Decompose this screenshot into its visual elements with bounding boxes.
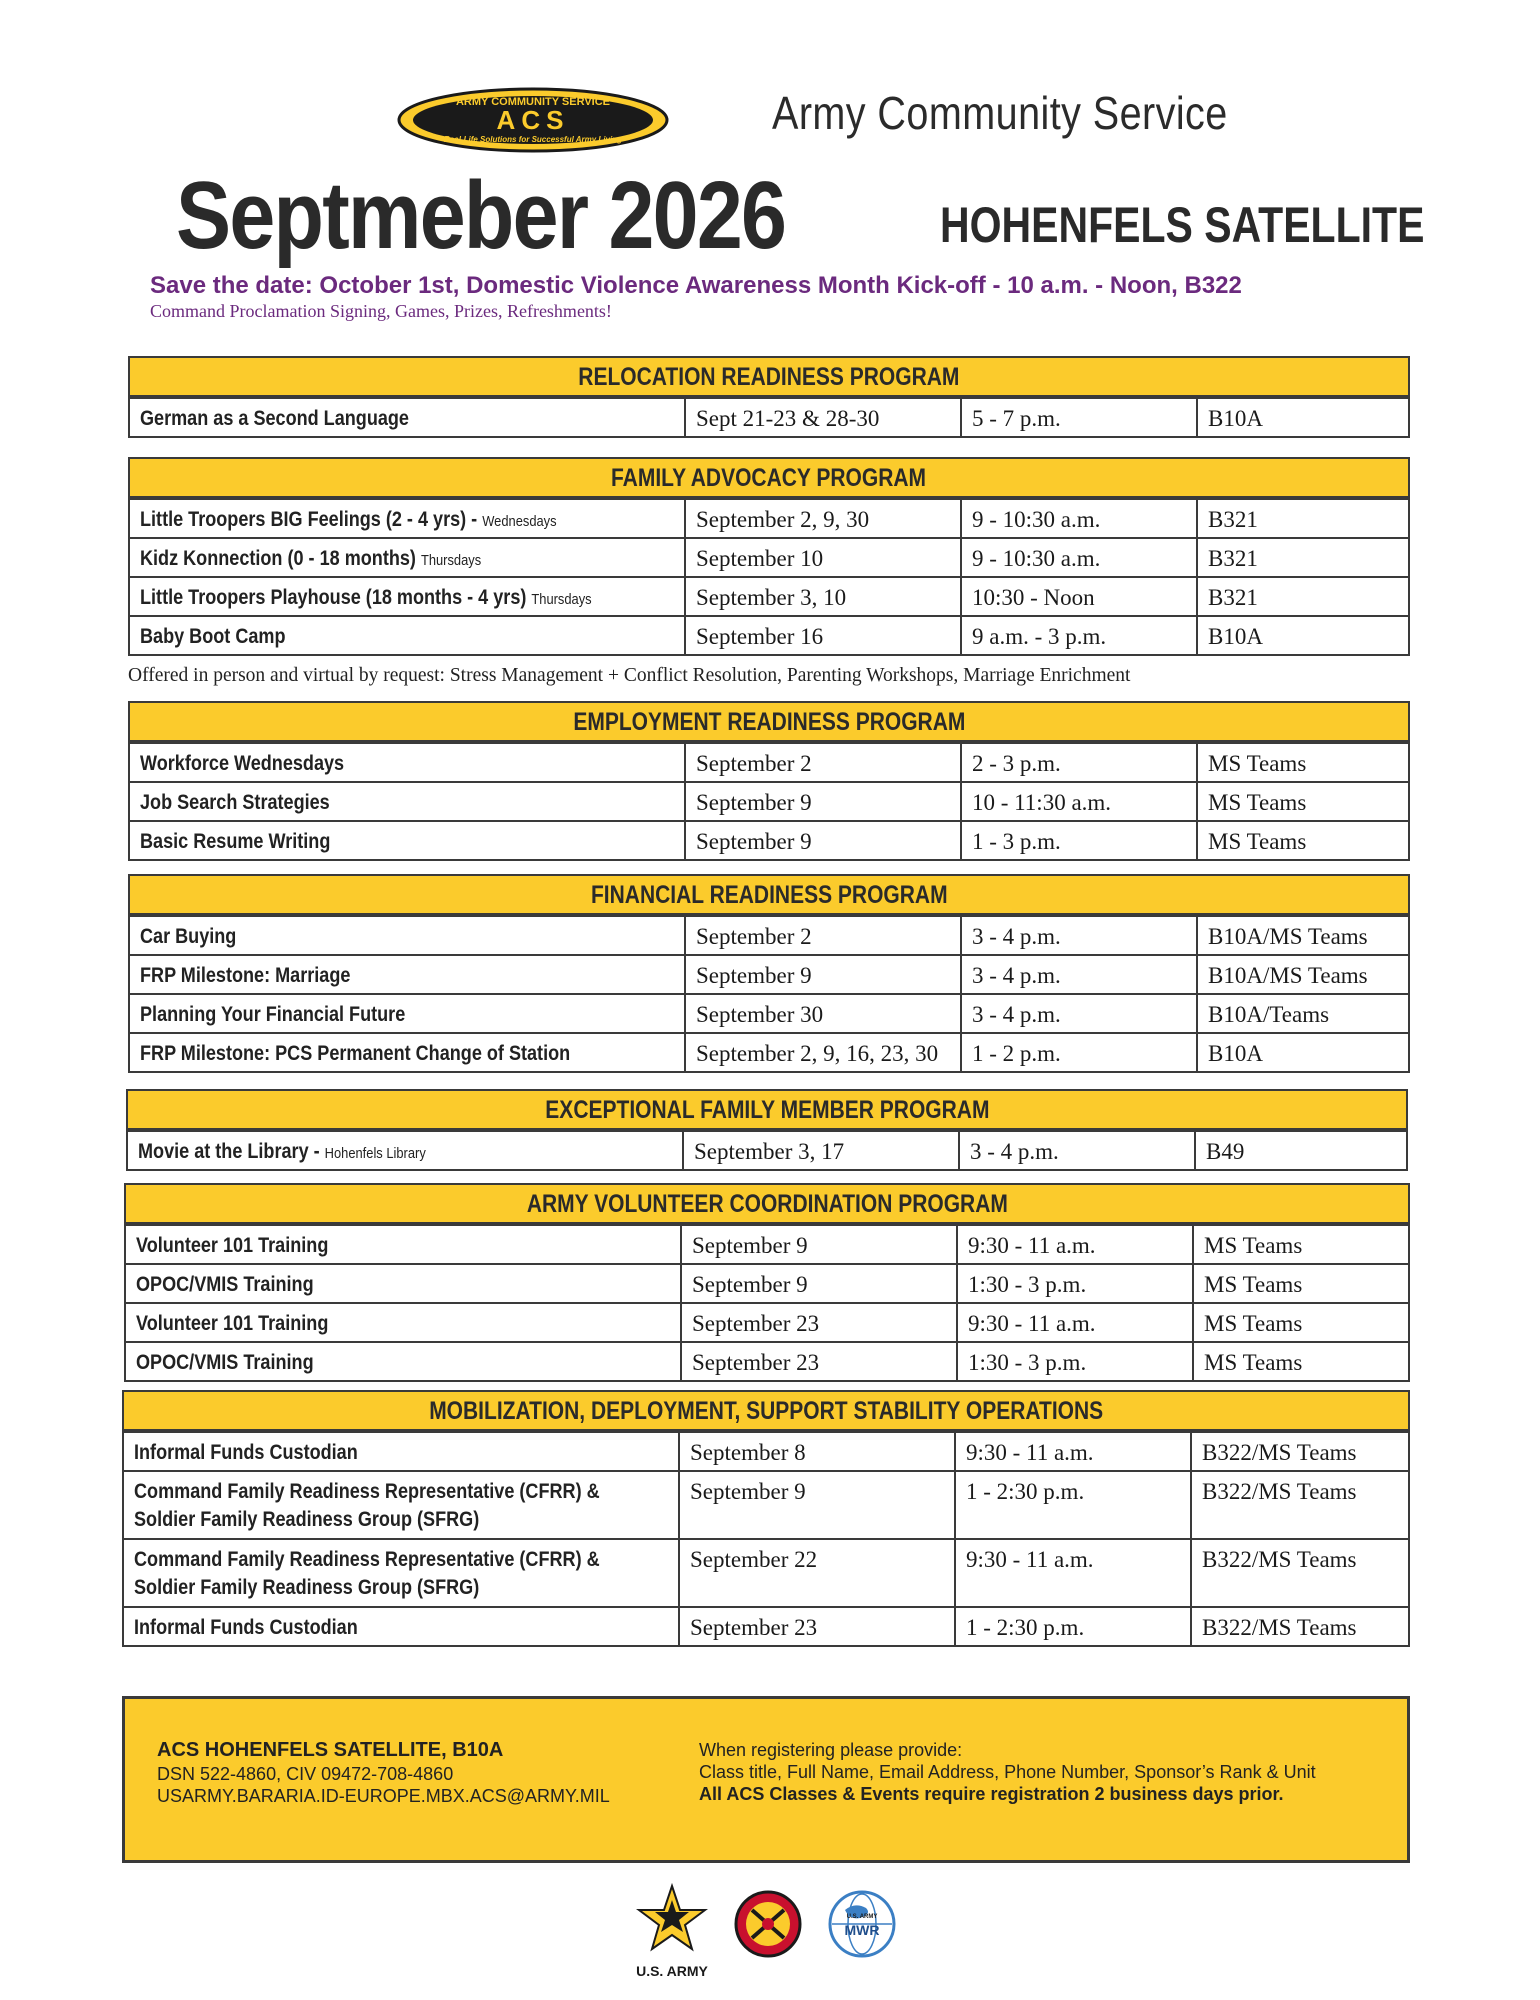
class-location: B321: [1196, 578, 1408, 615]
class-time: 9:30 - 11 a.m.: [956, 1226, 1192, 1263]
class-time: 9:30 - 11 a.m.: [954, 1540, 1190, 1606]
table-row: [130, 820, 1408, 859]
class-time: 10 - 11:30 a.m.: [960, 783, 1196, 820]
acs-logo: [396, 86, 670, 154]
class-time: 3 - 4 p.m.: [958, 1132, 1194, 1169]
table-row: [124, 1538, 1408, 1606]
table-row: [130, 1032, 1408, 1071]
class-location: B322/MS Teams: [1190, 1472, 1408, 1538]
class-date: September 2, 9, 16, 23, 30: [684, 1034, 960, 1071]
class-date: September 2: [684, 744, 960, 781]
logo-top-text: ARMY COMMUNITY SERVICE: [455, 96, 611, 108]
volunteer-program-table: [124, 1183, 1410, 1382]
table-row: [130, 615, 1408, 654]
logo-mid-text: ACS: [496, 105, 570, 135]
mobilization-program-table: [122, 1390, 1410, 1647]
class-note: Wednesdays: [482, 513, 557, 530]
class-time: 1:30 - 3 p.m.: [956, 1265, 1192, 1302]
registration-line-2: Class title, Full Name, Email Address, Phone Number, Sponsor’s Rank & Unit: [699, 1762, 1316, 1782]
registration-line-1: When registering please provide:: [699, 1740, 963, 1760]
employment-program-table: [128, 701, 1410, 861]
class-location: MS Teams: [1196, 744, 1408, 781]
class-time: 1 - 2 p.m.: [960, 1034, 1196, 1071]
program-header: FAMILY ADVOCACY PROGRAM: [130, 459, 1408, 498]
class-date: Sept 21-23 & 28-30: [684, 399, 960, 436]
class-date: September 10: [684, 539, 960, 576]
class-name: Command Family Readiness Representative (CFRR) & Soldier Family Readiness Group (SFRG): [134, 1548, 600, 1599]
class-date: September 9: [684, 956, 960, 993]
class-name: Job Search Strategies: [140, 791, 330, 814]
program-header: FINANCIAL READINESS PROGRAM: [130, 876, 1408, 915]
class-location: B10A: [1196, 1034, 1408, 1071]
class-location: MS Teams: [1192, 1304, 1408, 1341]
class-location: B10A/MS Teams: [1196, 917, 1408, 954]
logo-bottom-text: Real-Life Solutions for Successful Army Living: [444, 135, 622, 144]
class-location: B10A: [1196, 617, 1408, 654]
class-date: September 23: [680, 1304, 956, 1341]
class-name: FRP Milestone: Marriage: [140, 964, 351, 987]
table-row: [126, 1263, 1408, 1302]
program-header: EXCEPTIONAL FAMILY MEMBER PROGRAM: [128, 1091, 1406, 1130]
class-name: FRP Milestone: PCS Permanent Change of Station: [140, 1042, 571, 1065]
class-note: Thursdays: [420, 552, 482, 569]
satellite-title: HOHENFELS SATELLITE: [940, 197, 1425, 253]
class-location: MS Teams: [1192, 1226, 1408, 1263]
class-date: September 2, 9, 30: [684, 500, 960, 537]
class-name: German as a Second Language: [140, 407, 409, 430]
class-time: 3 - 4 p.m.: [960, 956, 1196, 993]
class-time: 9 - 10:30 a.m.: [960, 539, 1196, 576]
class-location: B10A/Teams: [1196, 995, 1408, 1032]
financial-program-table: [128, 874, 1410, 1073]
table-row: [124, 1470, 1408, 1538]
class-name: Volunteer 101 Training: [136, 1234, 329, 1257]
class-time: 9 a.m. - 3 p.m.: [960, 617, 1196, 654]
class-name: Movie at the Library - Hohenfels Library: [138, 1140, 426, 1163]
footer-email: USARMY.BARARIA.ID-EUROPE.MBX.ACS@ARMY.MIL: [157, 1786, 610, 1806]
class-location: B321: [1196, 500, 1408, 537]
class-time: 1 - 2:30 p.m.: [954, 1472, 1190, 1538]
footer-heading: ACS HOHENFELS SATELLITE, B10A: [157, 1739, 504, 1761]
class-note: Hohenfels Library: [324, 1145, 426, 1162]
class-name: Kidz Konnection (0 - 18 months) Thursdays: [140, 547, 482, 570]
table-row: [124, 1431, 1408, 1470]
class-date: September 3, 17: [682, 1132, 958, 1169]
class-location: B322/MS Teams: [1190, 1540, 1408, 1606]
class-location: MS Teams: [1192, 1343, 1408, 1380]
table-row: [130, 954, 1408, 993]
class-name: Baby Boot Camp: [140, 625, 286, 648]
mwr-label: MWR: [844, 1922, 880, 1938]
registration-line-3: All ACS Classes & Events require registration 2 business days prior.: [699, 1784, 1284, 1804]
class-name: Basic Resume Writing: [140, 830, 331, 853]
class-date: September 9: [680, 1226, 956, 1263]
class-note: Thursdays: [531, 591, 592, 608]
class-name: Little Troopers BIG Feelings (2 - 4 yrs) - Wednesdays: [140, 508, 557, 531]
class-time: 1:30 - 3 p.m.: [956, 1343, 1192, 1380]
class-time: 5 - 7 p.m.: [960, 399, 1196, 436]
relocation-program-table: [128, 356, 1410, 438]
class-date: September 16: [684, 617, 960, 654]
class-date: September 9: [680, 1265, 956, 1302]
footer-phone: DSN 522-4860, CIV 09472-708-4860: [157, 1764, 454, 1784]
installation-crest-icon: [736, 1892, 800, 1956]
org-name: Army Community Service: [772, 87, 1228, 139]
table-row: [126, 1341, 1408, 1380]
month-title: Septmeber 2026: [176, 162, 786, 269]
class-name: OPOC/VMIS Training: [136, 1273, 314, 1296]
class-date: September 9: [678, 1472, 954, 1538]
class-time: 9:30 - 11 a.m.: [954, 1433, 1190, 1470]
class-location: B322/MS Teams: [1190, 1608, 1408, 1645]
program-header: EMPLOYMENT READINESS PROGRAM: [130, 703, 1408, 742]
army-label: U.S. ARMY: [636, 1963, 708, 1979]
class-date: September 9: [684, 783, 960, 820]
class-location: B10A/MS Teams: [1196, 956, 1408, 993]
class-date: September 30: [684, 995, 960, 1032]
class-date: September 3, 10: [684, 578, 960, 615]
offered-note: Offered in person and virtual by request: Stress Management + Conflict Resolution, Parenting Workshops, Marriage Enrichment: [128, 665, 1131, 686]
table-row: [130, 576, 1408, 615]
class-location: MS Teams: [1196, 822, 1408, 859]
class-date: September 8: [678, 1433, 954, 1470]
mwr-top: U.S. ARMY: [846, 1914, 878, 1920]
save-the-date: Save the date: October 1st, Domestic Violence Awareness Month Kick-off - 10 a.m. - Noon, B322: [150, 272, 1242, 299]
us-army-star-icon: [636, 1886, 708, 1979]
table-row: [124, 1606, 1408, 1645]
class-time: 3 - 4 p.m.: [960, 995, 1196, 1032]
class-name: Volunteer 101 Training: [136, 1312, 329, 1335]
class-date: September 23: [678, 1608, 954, 1645]
mwr-globe-icon: [830, 1892, 894, 1956]
table-row: [126, 1224, 1408, 1263]
table-row: [130, 498, 1408, 537]
registration-info: [699, 1739, 1316, 1805]
class-time: 9 - 10:30 a.m.: [960, 500, 1196, 537]
class-location: MS Teams: [1196, 783, 1408, 820]
class-name: Informal Funds Custodian: [134, 1616, 358, 1639]
class-time: 2 - 3 p.m.: [960, 744, 1196, 781]
class-date: September 9: [684, 822, 960, 859]
contact-footer: [122, 1696, 1410, 1863]
class-location: MS Teams: [1192, 1265, 1408, 1302]
program-header: ARMY VOLUNTEER COORDINATION PROGRAM: [126, 1185, 1408, 1224]
class-time: 1 - 3 p.m.: [960, 822, 1196, 859]
class-time: 9:30 - 11 a.m.: [956, 1304, 1192, 1341]
class-name: Command Family Readiness Representative (CFRR) & Soldier Family Readiness Group (SFRG): [134, 1480, 600, 1531]
table-row: [128, 1130, 1406, 1169]
class-name: Planning Your Financial Future: [140, 1003, 406, 1026]
class-date: September 22: [678, 1540, 954, 1606]
class-name: Workforce Wednesdays: [140, 752, 345, 775]
contact-info: [157, 1739, 610, 1807]
class-date: September 2: [684, 917, 960, 954]
family-advocacy-program-table: [128, 457, 1410, 656]
class-name: Informal Funds Custodian: [134, 1441, 358, 1464]
program-header: MOBILIZATION, DEPLOYMENT, SUPPORT STABILITY OPERATIONS: [124, 1392, 1408, 1431]
program-header: RELOCATION READINESS PROGRAM: [130, 358, 1408, 397]
class-location: B321: [1196, 539, 1408, 576]
table-row: [130, 993, 1408, 1032]
table-row: [130, 397, 1408, 436]
efmp-program-table: [126, 1089, 1408, 1171]
table-row: [130, 915, 1408, 954]
save-the-date-sub: Command Proclamation Signing, Games, Prizes, Refreshments!: [150, 301, 612, 321]
class-name: Car Buying: [140, 925, 237, 948]
table-row: [130, 537, 1408, 576]
table-row: [130, 781, 1408, 820]
seal-logos: [0, 1880, 1540, 1990]
class-location: B322/MS Teams: [1190, 1433, 1408, 1470]
class-location: B10A: [1196, 399, 1408, 436]
class-date: September 23: [680, 1343, 956, 1380]
table-row: [126, 1302, 1408, 1341]
class-name: OPOC/VMIS Training: [136, 1351, 314, 1374]
class-name: Little Troopers Playhouse (18 months - 4 yrs) Thursdays: [140, 586, 592, 609]
table-row: [130, 742, 1408, 781]
class-time: 3 - 4 p.m.: [960, 917, 1196, 954]
class-time: 1 - 2:30 p.m.: [954, 1608, 1190, 1645]
class-location: B49: [1194, 1132, 1406, 1169]
class-time: 10:30 - Noon: [960, 578, 1196, 615]
